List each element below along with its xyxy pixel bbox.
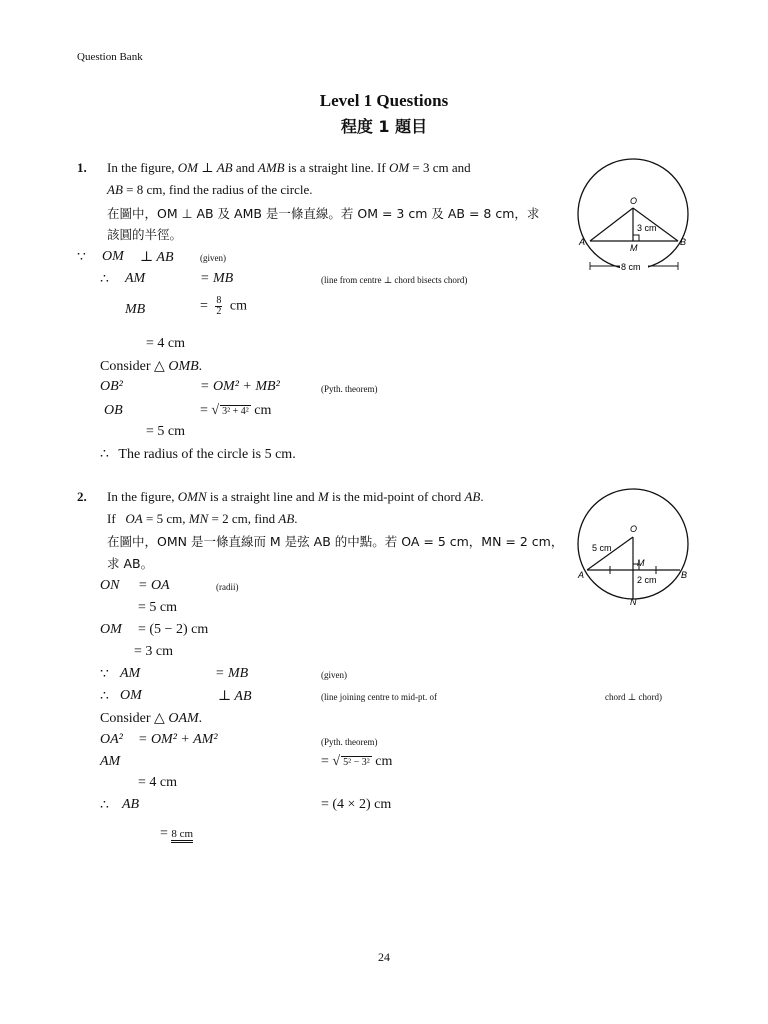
prompt-var: AMB <box>257 160 285 175</box>
therefore-symbol: ∴ <box>100 272 109 287</box>
label-a: A <box>578 570 585 580</box>
segment-oa <box>587 537 633 570</box>
label-b: B <box>680 237 687 247</box>
question-prompt-chinese-1: 在圖中，OMN 是一條直線而 M 是弦 AB 的中點。若 OA = 5 cm，MN = 2 cm， <box>107 534 564 549</box>
step-lhs: ON <box>100 578 120 593</box>
page-number: 24 <box>378 950 390 964</box>
step-rhs <box>200 403 271 419</box>
step-reason: (given) <box>200 253 226 263</box>
label-n: N <box>630 597 637 607</box>
step-rhs: = MB <box>200 271 234 286</box>
step-result: = 5 cm <box>146 424 185 439</box>
period: . <box>480 489 484 504</box>
prompt-text: = 2 cm, find <box>211 511 276 526</box>
step-consider <box>100 358 202 375</box>
prompt-var: AB <box>107 182 123 197</box>
step-lhs: AM <box>125 271 146 286</box>
step-rhs: = OM² + MB² <box>200 379 280 394</box>
equals-sign: = <box>160 826 168 841</box>
running-header: Question Bank <box>77 51 143 63</box>
prompt-var: M <box>317 489 329 504</box>
denominator: 2 <box>216 306 222 317</box>
label-a: A <box>579 237 586 247</box>
question-prompt-line-2 <box>107 182 313 198</box>
therefore-symbol: ∴ <box>100 447 109 462</box>
label-8cm: 8 cm <box>621 262 641 272</box>
prompt-text: If <box>107 511 116 526</box>
prompt-var: OM <box>388 160 410 175</box>
radicand: 5² − 3² <box>343 757 370 768</box>
sqrt-icon: √ <box>332 754 341 769</box>
label-m: M <box>630 243 638 253</box>
prompt-var: AB <box>464 489 481 504</box>
level-title-chinese: 程度 1 題目 <box>340 117 428 136</box>
step-rhs: = OM² + AM² <box>138 732 218 747</box>
step-lhs: OB² <box>100 379 123 394</box>
therefore-symbol: ∴ <box>100 689 109 704</box>
prompt-var: OM <box>177 160 198 175</box>
equals-sign: = <box>200 403 208 418</box>
label-m: M <box>637 558 645 568</box>
prompt-text: = 8 cm, find the radius of the circle. <box>126 182 313 197</box>
label-b: B <box>681 570 688 580</box>
step-lhs: AM <box>120 666 141 681</box>
numerator: 8 <box>216 295 222 306</box>
prompt-var: AB <box>216 160 233 175</box>
label-3cm: 3 cm <box>637 223 657 233</box>
step-reason: (Pyth. theorem) <box>321 737 378 747</box>
step-reason: (Pyth. theorem) <box>321 384 378 394</box>
period: . <box>294 511 298 526</box>
consider-text: Consider △ <box>100 359 165 374</box>
circle-figure-2 <box>570 480 700 610</box>
prompt-var: AB <box>278 511 295 526</box>
consider-text: Consider △ <box>100 711 165 726</box>
step-lhs: MB <box>125 302 146 317</box>
final-answer <box>160 826 193 842</box>
because-symbol: ∵ <box>77 250 86 265</box>
prompt-text: and <box>235 160 255 175</box>
radicand: 3² + 4² <box>222 406 249 417</box>
answer-value: 8 cm <box>171 828 193 843</box>
step-rhs <box>321 754 392 770</box>
step-lhs: OB <box>104 403 123 418</box>
step-rhs: = MB <box>215 666 249 681</box>
question-prompt-line-1 <box>107 160 471 176</box>
question-prompt-line-1 <box>107 489 484 505</box>
step-lhs: AM <box>100 754 121 769</box>
label-5cm: 5 cm <box>592 543 612 553</box>
step-reason: (line joining centre to mid-pt. of <box>321 692 437 702</box>
step-reason: (given) <box>321 670 347 680</box>
fraction <box>215 296 222 317</box>
step-result: = 4 cm <box>146 336 185 351</box>
triangle-name: OMB <box>168 359 199 374</box>
label-o: O <box>630 524 638 534</box>
question-prompt-line-2 <box>107 511 298 527</box>
step-rhs: = (5 − 2) cm <box>138 622 209 637</box>
circle-figure-1 <box>570 150 700 280</box>
prompt-text: In the figure, <box>107 160 175 175</box>
prompt-var: OMN <box>177 489 207 504</box>
step-rhs <box>200 296 247 317</box>
sqrt-icon: √ <box>211 403 220 418</box>
step-consider <box>100 710 202 727</box>
label-2cm: 2 cm <box>637 575 657 585</box>
period: . <box>198 359 203 374</box>
question-number: 2. <box>77 489 87 504</box>
step-lhs: AB <box>122 797 140 812</box>
step-result: = 4 cm <box>138 775 177 790</box>
prompt-text: In the figure, <box>107 489 175 504</box>
step-reason: (line from centre ⊥ chord bisects chord) <box>321 275 468 285</box>
therefore-symbol: ∴ <box>100 798 109 813</box>
segment-oa <box>590 208 633 241</box>
step-rhs: = (4 × 2) cm <box>321 797 392 812</box>
step-rhs: = OA <box>138 578 170 593</box>
question-prompt-chinese-2: 求 AB。 <box>107 556 154 571</box>
unit: cm <box>254 403 272 418</box>
step-lhs: OM <box>120 688 142 703</box>
step-result: = 5 cm <box>138 600 177 615</box>
prompt-text: is the mid-point of chord <box>331 489 462 504</box>
step-lhs: OM <box>100 622 122 637</box>
equals-sign: = <box>321 754 329 769</box>
step-reason: (radii) <box>216 582 239 592</box>
equals-sign: = <box>200 298 208 314</box>
because-symbol: ∵ <box>100 667 109 682</box>
step-result: = 3 cm <box>134 644 173 659</box>
level-title: Level 1 Questions <box>319 91 449 110</box>
period: . <box>198 711 203 726</box>
conclusion-text: The radius of the circle is 5 cm. <box>118 447 296 462</box>
step-lhs: OA² <box>100 732 123 747</box>
unit: cm <box>229 298 248 314</box>
right-angle-mark <box>633 235 639 241</box>
question-prompt-chinese-1: 在圖中，OM ⊥ AB 及 AMB 是一條直線。若 OM = 3 cm 及 AB = 8 cm，求 <box>107 206 540 221</box>
prompt-var: MN <box>188 511 209 526</box>
prompt-text: is a straight line and <box>209 489 315 504</box>
prompt-text: is a straight line. If <box>287 160 386 175</box>
question-number: 1. <box>77 160 87 175</box>
step-lhs: OM <box>102 249 124 264</box>
unit: cm <box>375 754 393 769</box>
step-conclusion <box>100 446 296 463</box>
prompt-text: = 5 cm, <box>146 511 186 526</box>
step-rhs: ⊥ AB <box>218 689 252 704</box>
label-o: O <box>630 196 638 206</box>
prompt-var: OA <box>125 511 143 526</box>
triangle-name: OAM <box>168 711 199 726</box>
prompt-text: = 3 cm and <box>412 160 471 175</box>
step-reason: chord ⊥ chord) <box>605 692 662 702</box>
question-prompt-chinese-2: 該圓的半徑。 <box>107 227 183 242</box>
step-rhs: ⊥ AB <box>140 250 174 265</box>
perp-symbol: ⊥ <box>201 160 214 175</box>
